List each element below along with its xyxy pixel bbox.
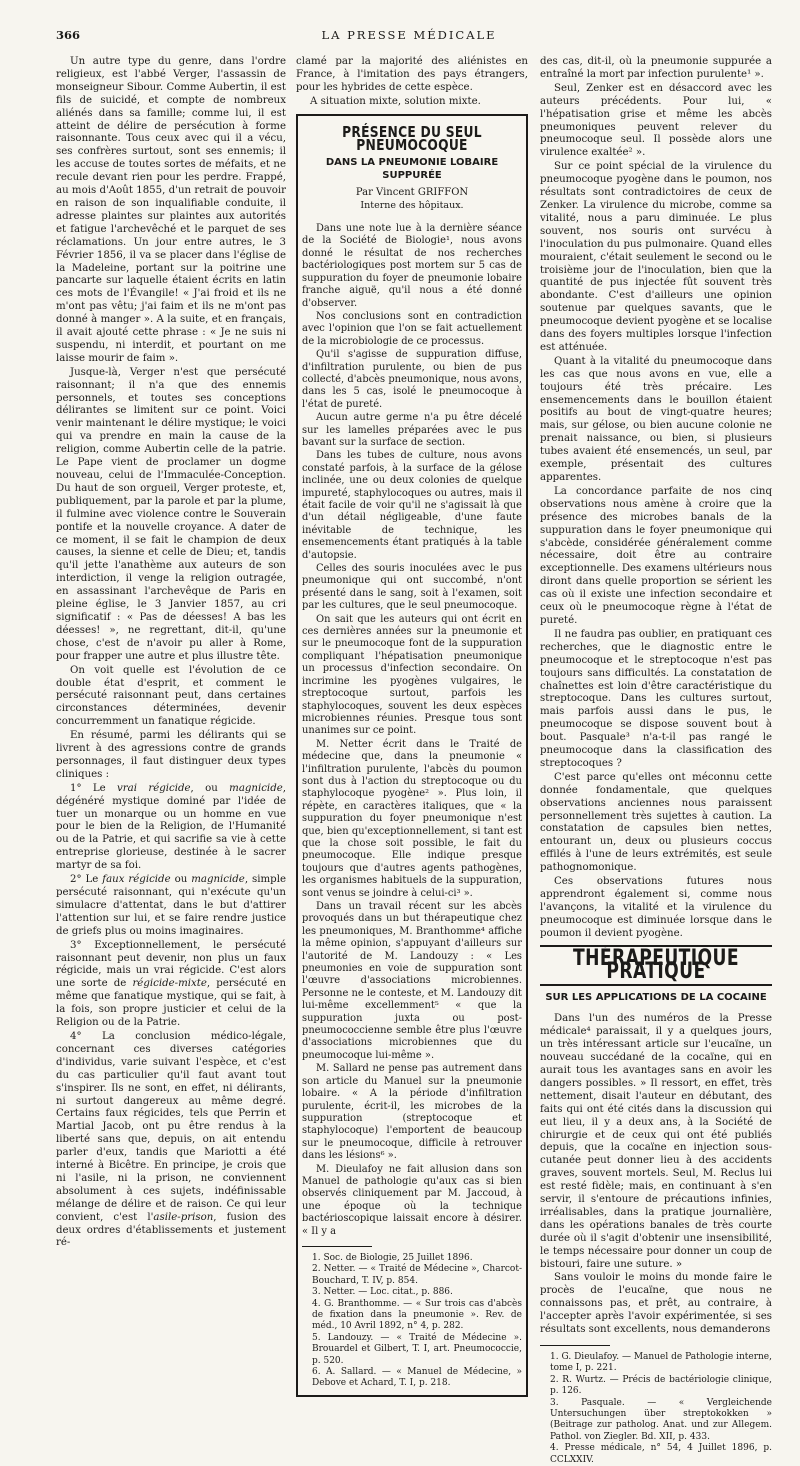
footnote: 2. R. Wurtz. — Précis de bactériologie clinique, p. 126.	[550, 1374, 772, 1397]
paragraph: On voit quelle est l'évolution de ce double état d'esprit, et comment le persécuté raisonnant peut, dans certaines circonstances déterminées, devenir concurremment un fanatique régicide.	[56, 664, 286, 728]
paragraph: M. Sallard ne pense pas autrement dans son article du Manuel sur la pneumonie lobaire. « A la période d'infiltration purulente, écrit-il, les microbes de la suppuration (streptocoque et staphylocoque) l'emportent de beaucoup sur le pneumocoque, difficile à retrouver dans les lésions⁶ ».	[302, 1063, 522, 1162]
italic-term: vrai régicide	[117, 782, 191, 794]
text: 1° Le	[70, 782, 118, 794]
footnote-divider	[302, 1246, 372, 1247]
italic-term: régicide-mixte	[132, 978, 207, 990]
paragraph: M. Dieulafoy ne fait allusion dans son Manuel de pathologie qu'aux cas si bien observés cliniquement par M. Jaccoud, à une époque où la technique bactérioscopique laissait encore à désirer. « Il y a	[302, 1163, 522, 1237]
article-title: PRÉSENCE DU SEUL PNEUMOCOQUE	[342, 122, 482, 154]
paragraph: On sait que les auteurs qui ont écrit en ces dernières années sur la pneumonie et sur le pneumocoque font de la suppuration compliquant l'hépatisation pneumonique un processus d'infection secondaire. On incrimine les pyogènes vulgaires, le streptocoque surtout, parfois les staphylocoques, souvent les deux espèces microbiennes réunies. Presque tous sont unanimes sur ce point.	[302, 613, 522, 737]
paragraph: Dans l'un des numéros de la Presse médicale⁴ paraissait, il y a quelques jours, un très intéressant article sur l'eucaïne, un nouveau succédané de la cocaïne, qui en aurait tous les avantages sans en avoir les dangers possibles. » Il ressort, en effet, très nettement, disait l'auteur en débutant, des faits qui ont été cités dans la discussion qui eut lieu, il y a deux ans, à la Société de chirurgie et de ceux qui ont été publiés depuis, que la cocaïne en injection sous-cutanée peut donner lieu à des accidents graves, souvent mortels. Seul, M. Reclus lui est resté fidèle; mais, en continuant à s'en servir, il s'entoure de précautions infinies, irréalisables, dans la pratique journalière, dans les opérations banales de très courte durée où il s'agit d'obtenir une insensibilité, le temps nécessaire pour donner un coup de bistouri, faire une suture. »	[540, 1013, 772, 1270]
text: 4° La conclusion médico-légale, concernant ces diverses catégories d'individus, varie suivant l'espèce, et c'est du cas particulier qu'il faut avant tout s'inspirer. Ils ne sont, en effet, ni délirants, ni surtout dangereux au même degré. Certains faux régicides, tels que Perrin et Martial Jacob, ont pu être rendus à la liberté sans que, depuis, on ait entendu parler d'eux, tandis que Mariotti a été interné à Bicêtre. En principe, je crois que ni l'asile, ni la prison, ne conviennent absolument à ces sujets, indéfinissable mélange de délire et de raison. Ce qui leur convient, c'est l'	[56, 1030, 286, 1223]
paragraph: Seul, Zenker est en désaccord avec les auteurs précédents. Pour lui, « l'hépatisation grise et même les abcès pneumoniques peuvent relever du pneumocoque seul. Il possède alors une virulence exaltée² ».	[540, 82, 772, 159]
page-number: 366	[56, 28, 81, 42]
paragraph: Aucun autre germe n'a pu être décelé sur les lamelles préparées avec le pus bavant sur la surface de section.	[302, 412, 522, 448]
footnote-divider	[540, 1345, 610, 1346]
italic-term: magnicide	[191, 874, 245, 886]
italic-term: magnicide	[229, 782, 283, 794]
italic-term: asile-prison	[153, 1211, 214, 1223]
text: , simple persécuté raisonnant, qui n'exécute qu'un simulacre d'attentat, dans le but d'attirer l'attention sur lui, et se faire rendre justice de griefs plus ou moins imaginaires.	[56, 874, 286, 937]
paragraph: Dans un travail récent sur les abcès provoqués dans un but thérapeutique chez les pneumoniques, M. Branthomme⁴ affiche la même opinion, s'appuyant d'ailleurs sur l'autorité de M. Landouzy : « Les pneumonies en voie de suppuration sont l'œuvre d'associations microbiennes. Personne ne le conteste, et M. Landouzy dit lui-même excellemment⁵ « que la suppuration juxta ou post-pneumococcienne semble être plus l'œuvre d'associations microbiennes que du pneumocoque lui-même ».	[302, 901, 522, 1061]
footnote: 1. Soc. de Biologie, 25 Juillet 1896.	[312, 1252, 473, 1263]
footnote: 5. Landouzy. — « Traité de Médecine ». Brouardel et Gilbert, T. I, art. Pneumococcie, p. 520.	[312, 1332, 522, 1366]
footnotes	[302, 1253, 522, 1390]
paragraph: Dans une note lue à la dernière séance de la Société de Biologie¹, nous avons donné le résultat de nos recherches bactériologiques post mortem sur 5 cas de suppuration du foyer de pneumonie lobaire franche aiguë, qu'il nous a été donné d'observer.	[302, 223, 522, 309]
text: , fusion des deux ordres d'établissements et justement ré-	[56, 1211, 286, 1249]
text: , dégénéré mystique dominé par l'idée de tuer un monarque ou un homme en vue pour le bien de la Religion, de l'Humanité ou de la Patrie, et qui sacrifie sa vie à cette entreprise glorieuse, destinée à le sacrer martyr de sa foi.	[56, 782, 286, 872]
paragraph: Il ne faudra pas oublier, en pratiquant ces recherches, que le diagnostic entre le pneumocoque et le streptocoque n'est pas toujours sans difficultés. La constatation de chaînettes est loin d'être caractéristique du streptocoque. Dans les cultures surtout, mais parfois aussi dans le pus, le pneumocoque se dispose souvent bout à bout. Pasquale³ n'a-t-il pas rangé le pneumocoque dans la classification des streptocoques ?	[540, 628, 772, 769]
column-left	[56, 56, 287, 1249]
column-middle	[296, 56, 528, 1389]
paragraph: des cas, dit-il, où la pneumonie suppurée a entraîné la mort par infection purulente¹ ».	[540, 56, 772, 80]
paragraph: Qu'il s'agisse de suppuration diffuse, d'infiltration purulente, ou bien de pus collecté, d'abcès pneumonique, nous avons, dans les 5 cas, isolé le pneumocoque à l'état de pureté.	[302, 349, 522, 410]
text: ou	[170, 874, 192, 886]
text: 3° Exceptionnellement, le persécuté raisonnant peut devenir, non plus un faux régicide, mais un vrai régicide. C'est alors une sorte de	[56, 939, 286, 990]
paragraph: Sans vouloir le moins du monde faire le procès de l'eucaïne, que nous ne connaissons pas, et prêt, au contraire, à l'accepter après l'avoir expérimentée, si ses résultats sont excellents, nous demanderons	[540, 1272, 772, 1336]
footnote: 4. G. Branthomme. — « Sur trois cas d'abcès de fixation dans la pneumonie ». Rev. de méd., 10 Avril 1892, n° 4, p. 282.	[312, 1298, 522, 1332]
paragraph: Quant à la vitalité du pneumocoque dans les cas que nous avons en vue, elle a toujours été très précaire. Les ensemencements dans le bouillon étaient positifs au bout de vingt-quatre heures; mais, sur gélose, ou bien aucune colonie ne prenait naissance, ou bien, si plusieurs tubes avaient été ensemencés, un seul, par exemple, présentait des cultures apparentes.	[540, 355, 772, 483]
footnote: 1. G. Dieulafoy. — Manuel de Pathologie interne, tome I, p. 221.	[550, 1352, 772, 1374]
section-divider	[540, 984, 772, 986]
paragraph: Dans les tubes de culture, nous avons constaté parfois, à la surface de la gélose inclinée, une ou deux colonies de quelque impureté, staphylocoques ou autres, mais il était facile de voir qu'il ne s'agissait là que d'un détail négligeable, d'une faute inévitable de technique, les ensemencements étant pratiqués à la table d'autopsie.	[302, 450, 522, 561]
footnotes	[540, 1352, 772, 1466]
paragraph: clamé par la majorité des aliénistes en France, à l'imitation des pays étrangers, pour les hybrides de cette espèce.	[296, 56, 528, 93]
paragraph: Sur ce point spécial de la virulence du pneumocoque pyogène dans le poumon, nos résultats sont contradictoires de ceux de Zenker. La virulence du microbe, comme sa vitalité, nous a paru diminuée. Le plus souvent, nos souris ont survécu à l'inoculation du pus pulmonaire. Quand elles mouraient, c'était seulement le second ou le troisième jour de l'inoculation, bien que la quantité de pus injectée fût souvent très abondante. C'est d'ailleurs une opinion soutenue par quelques savants, que le pneumocoque devient pyogène et se localise dans des foyers multiples lorsque l'infection est atténuée.	[540, 161, 772, 353]
footnote: 3. Pasquale. — « Vergleichende Untersuchungen über streptokokken » (Beitrage zur patholog. Anat. und zur Allegem. Pathol. von Ziegler. Bd. XII, p. 433.	[550, 1397, 772, 1442]
paragraph: Nos conclusions sont en contradiction avec l'opinion que l'on se fait actuellement de la microbiologie de ce processus.	[302, 310, 522, 347]
footnote: 2. Netter. — « Traité de Médecine », Charcot-Bouchard, T. IV, p. 854.	[312, 1264, 522, 1286]
paragraph: C'est parce qu'elles ont méconnu cette donnée fondamentale, que quelques observations anciennes nous paraissent personnellement très sujettes à caution. La constatation de capsules bien nettes, entourant un, deux ou plusieurs coccus effilés à l'une de leurs extrémités, est seule pathognomonique.	[540, 771, 772, 874]
footnote: 4. Presse médicale, n° 54, 4 Juillet 1896, p. CCLXXIV.	[550, 1443, 772, 1465]
paragraph: Celles des souris inoculées avec le pus pneumonique qui ont succombé, n'ont présenté dans le sang, soit à l'examen, soit par les cultures, que le seul pneumocoque.	[302, 563, 522, 612]
paragraph	[56, 783, 286, 873]
text: , ou	[190, 782, 230, 794]
column-right	[540, 56, 772, 1465]
text: , persécuté en même que fanatique mystique, qui se fait, à la fois, son propre justicier et celui de la Religion ou de la Patrie.	[56, 978, 287, 1029]
paragraph	[56, 940, 286, 1030]
paragraph: A situation mixte, solution mixte.	[310, 95, 481, 107]
section-subtitle: SUR LES APPLICATIONS DE LA COCAINE	[545, 992, 767, 1004]
text: 2° Le	[70, 874, 103, 886]
running-title: LA PRESSE MÉDICALE	[321, 28, 497, 42]
article-byline: Par Vincent GRIFFON	[355, 187, 469, 199]
article-subtitle: DANS LA PNEUMONIE LOBAIRE SUPPURÉE	[325, 157, 499, 182]
paragraph: M. Netter écrit dans le Traité de médecine que, dans la pneumonie « l'infiltration purulente, l'abcès du poumon sont dus à l'action du streptocoque ou du staphylocoque pyogène² ». Plus loin, il répète, en caractères italiques, que « la suppuration du foyer pneumonique n'est que, bien qu'exceptionnellement, si tant est que la chose soit possible, le fait du pneumocoque. Elle indique presque toujours que d'autres agents pathogènes, les organismes habituels de la suppuration, sont venus se joindre à celui-ci³ ».	[302, 738, 522, 899]
footnote: 6. A. Sallard. — « Manuel de Médecine, » Debove et Achard, T. I, p. 218.	[312, 1367, 522, 1389]
paragraph	[56, 874, 286, 939]
paragraph: La concordance parfaite de nos cinq observations nous amène à croire que la présence des microbes banals de la suppuration dans le foyer pneumonique qui s'abcède, considérée généralement comme nécessaire, doit être au contraire exceptionnelle. Des examens ultérieurs nous diront dans quelle proportion se sérient les cas où il existe une infection secondaire et ceux où le pneumocoque règne à l'état de pureté.	[540, 485, 772, 626]
footnote: 3. Netter. — Loc. citat., p. 886.	[312, 1287, 453, 1298]
paragraph: Un autre type du genre, dans l'ordre religieux, est l'abbé Verger, l'assassin de monseigneur Sibour. Comme Aubertin, il est fils de suicidé, et compte de nombreux aliénés dans sa famille; comme lui, il est atteint de délire de persécution à forme raisonnante. Tous ceux avec qui il a vécu, ses confrères surtout, sont ses ennemis; il les accuse de toutes sortes de méfaits, et ne recule devant rien pour les perdre. Frappé, au mois d'Août 1855, d'un retrait de pouvoir en raison de son inqualifiable conduite, il adresse plaintes sur plaintes aux autorités et fatigue l'archevêché et le parquet de ses réclamations. Un jour entre autres, le 3 Février 1856, il va se placer dans l'église de la Madeleine, portant sur la poitrine une pancarte sur laquelle étaient écrits en latin ces mots de l'Évangile! « J'ai froid et ils ne m'ont pas vêtu; j'ai faim et ils ne m'ont pas donné à manger ». A la suite, et en français, il avait ajouté cette phrase : « Je ne suis ni suspendu, ni interdit, et pourtant on me laisse mourir de faim ».	[56, 56, 286, 364]
paragraph: Jusque-là, Verger n'est que persécuté raisonnant; il n'a que des ennemis personnels, et toutes ses conceptions délirantes se limitent sur ce point. Voici venir maintenant le délire mystique; le voici qui va prendre en main la cause de la religion, comme Aubertin celle de la patrie. Le Pape vient de proclamer un dogme nouveau, celui de l'Immaculée-Conception. Du haut de son orgueil, Verger proteste, et, publiquement, par la parole et par la plume, il fulmine avec violence contre le Souverain pontife et la nouvelle croyance. A dater de ce moment, il se fait le champion de deux causes, la sienne et celle de Dieu; et, tandis qu'il jette l'anathème aux auteurs de son interdiction, il venge la religion outragée, en assassinant l'archevêque de Paris en pleine église, le 3 Janvier 1857, au cri significatif : « Pas de déesses! A bas les déesses! », ne regrettant, dit-il, qu'une chose, c'est de n'avoir pu aller à Rome, pour frapper une autre et plus illustre tête.	[56, 366, 286, 662]
paragraph: Ces observations futures nous apprendront également si, comme nous l'avançons, la vitalité et la virulence du pneumocoque est diminuée lorsque dans le poumon il devient pyogène.	[540, 876, 772, 939]
paragraph	[56, 1031, 286, 1250]
italic-term: faux régicide	[102, 874, 171, 886]
article-affiliation: Interne des hôpitaux.	[360, 200, 464, 212]
section-title: THÉRAPEUTIQUE PRATIQUE	[573, 945, 739, 984]
article-box	[296, 114, 528, 1397]
paragraph: En résumé, parmi les délirants qui se livrent à des agressions contre de grands personnages, il faut distinguer deux types cliniques :	[56, 730, 286, 780]
page-header	[56, 28, 762, 46]
